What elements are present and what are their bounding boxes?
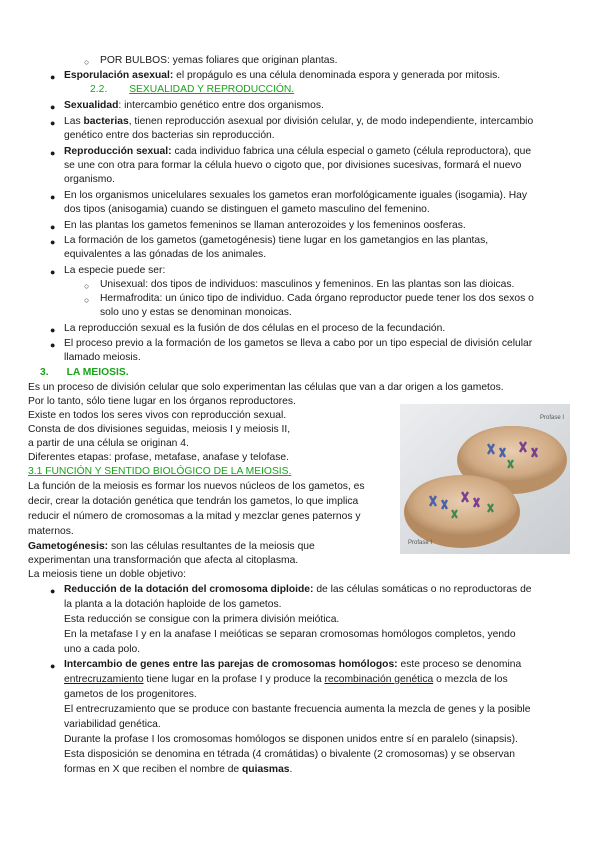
text-line: La especie puede ser: bbox=[64, 265, 166, 276]
bullet-icon: ● bbox=[50, 148, 56, 158]
text-line: Reducción de la dotación del cromosoma diploide: de las células somáticas o no reproductoras de bbox=[64, 584, 532, 595]
circle-bullet-icon: ○ bbox=[84, 295, 90, 305]
bullet-icon: ● bbox=[50, 267, 56, 277]
text-line: El entrecruzamiento que se produce con bastante frecuencia aumenta la mezcla de genes y la posible bbox=[64, 704, 531, 715]
text-line: En la metafase I y en la anafase I meióticas se separan cromosomas homólogos completos, yendo bbox=[64, 629, 516, 640]
subsection-heading: 3.1 FUNCIÓN Y SENTIDO BIOLÓGICO DE LA MEIOSIS. bbox=[28, 466, 292, 477]
text-line: POR BULBOS: yemas foliares que originan plantas. bbox=[100, 55, 338, 66]
bowl-front bbox=[404, 475, 520, 548]
text-line: uno a cada polo. bbox=[64, 644, 141, 655]
text-line: solo uno y estas se denominan monoicas. bbox=[100, 307, 292, 318]
photo-label: Profase I bbox=[408, 540, 433, 546]
text-line: Gametogénesis: son las células resultantes de la meiosis que bbox=[28, 541, 315, 552]
bullet-icon: ● bbox=[50, 192, 56, 202]
bullet-icon: ● bbox=[50, 72, 56, 82]
text-line: Las bacterias, tienen reproducción asexual por división celular, y, de modo independiente, intercambio bbox=[64, 116, 534, 127]
text-line: Reproducción sexual: cada individuo fabrica una célula especial o gameto (célula reproductora), que bbox=[64, 146, 532, 157]
bullet-icon: ● bbox=[50, 222, 56, 232]
text-line: reducir el número de cromosomas a la mitad y mezclar genes paternos y bbox=[28, 511, 361, 522]
text-line: organismo. bbox=[64, 174, 115, 185]
text-line: En los organismos unicelulares sexuales los gametos eran morfológicamente iguales (isogamia). Hay bbox=[64, 190, 528, 201]
text-line: Existe en todos los seres vivos con reproducción sexual. bbox=[28, 410, 287, 421]
section-heading: 2.2. SEXUALIDAD Y REPRODUCCIÓN. bbox=[90, 84, 295, 95]
text-line: genético entre dos bacterias sin reproducción. bbox=[64, 130, 275, 141]
text-line: experimentan una transformación que afecta al citoplasma. bbox=[28, 555, 299, 566]
text-line: a partir de una célula se originan 4. bbox=[28, 438, 189, 449]
text-line: Hermafrodita: un único tipo de individuo. Cada órgano reproductor puede tener los dos sexos o bbox=[100, 293, 534, 304]
photo-label: Profase I bbox=[540, 415, 565, 421]
text-line: Durante la profase I los cromosomas homólogos se disponen unidos entre sí en paralelo (sinapsis). bbox=[64, 734, 518, 745]
text-line: La formación de los gametos (gametogénesis) tiene lugar en los gametangios en las plantas, bbox=[64, 235, 489, 246]
text-line: gametos de los progenitores. bbox=[64, 689, 197, 700]
text-line: decir, crear la dotación genética que tendrán los gametos, lo que implica bbox=[28, 496, 359, 507]
bullet-icon: ● bbox=[50, 102, 56, 112]
text-line: maternos. bbox=[28, 526, 74, 537]
section-heading: 3. LA MEIOSIS. bbox=[40, 367, 129, 378]
text-line: la planta a la dotación haploide de los gametos. bbox=[64, 599, 282, 610]
text-line: Esta disposición se denomina en tétrada (4 cromátidas) o bivalente (2 cromosomas) y se observan bbox=[64, 749, 515, 760]
text-line: La meiosis tiene un doble objetivo: bbox=[28, 569, 186, 580]
text-line: entrecruzamiento tiene lugar en la profase I y produce la recombinación genética o mezcla de los bbox=[64, 674, 508, 685]
meiosis-bowls-photo bbox=[400, 404, 570, 554]
bullet-icon: ● bbox=[50, 118, 56, 128]
bullet-icon: ● bbox=[50, 586, 56, 596]
circle-bullet-icon: ○ bbox=[84, 57, 90, 67]
text-line: En las plantas los gametos femeninos se llaman anterozoides y los femeninos oosferas. bbox=[64, 220, 466, 231]
text-line: Unisexual: dos tipos de individuos: masculinos y femeninos. En las plantas son las dioicas. bbox=[100, 279, 515, 290]
text-line: Consta de dos divisiones seguidas, meiosis I y meiosis II, bbox=[28, 424, 291, 435]
bullet-icon: ● bbox=[50, 661, 56, 671]
text-line: llamado meiosis. bbox=[64, 352, 141, 363]
text-line: se une con otra para formar la célula huevo o cigoto que, por divisiones sucesivas, formará el nuevo bbox=[64, 160, 522, 171]
text-line: La reproducción sexual es la fusión de dos células en el proceso de la fecundación. bbox=[64, 323, 446, 334]
text-line: La función de la meiosis es formar los nuevos núcleos de los gametos, es bbox=[28, 481, 365, 492]
text-line: formas en X que reciben el nombre de quiasmas. bbox=[64, 764, 293, 775]
bullet-icon: ● bbox=[50, 340, 56, 350]
text-line: variabilidad genética. bbox=[64, 719, 161, 730]
text-line: dos tipos (anisogamia) cuando se distinguen el gameto masculino del femenino. bbox=[64, 204, 430, 215]
text-line: Por lo tanto, sólo tiene lugar en los órganos reproductores. bbox=[28, 396, 296, 407]
text-line: Diferentes etapas: profase, metafase, anafase y telofase. bbox=[28, 452, 290, 463]
text-line: Esporulación asexual: el propágulo es una célula denominada espora y generada por mitosis. bbox=[64, 70, 501, 81]
circle-bullet-icon: ○ bbox=[84, 281, 90, 291]
text-line: Intercambio de genes entre las parejas de cromosomas homólogos: este proceso se denomina bbox=[64, 659, 522, 670]
text-line: El proceso previo a la formación de los gametos se lleva a cabo por un tipo especial de división celular bbox=[64, 338, 533, 349]
text-line: equivalentes a las gónadas de los animales. bbox=[64, 249, 267, 260]
bullet-icon: ● bbox=[50, 325, 56, 335]
text-line: Sexualidad: intercambio genético entre dos organismos. bbox=[64, 100, 324, 111]
text-line: Es un proceso de división celular que solo experimentan las células que van a dar origen a los gametos. bbox=[28, 382, 504, 393]
text-line: Esta reducción se consigue con la primera división meiótica. bbox=[64, 614, 340, 625]
bullet-icon: ● bbox=[50, 237, 56, 247]
